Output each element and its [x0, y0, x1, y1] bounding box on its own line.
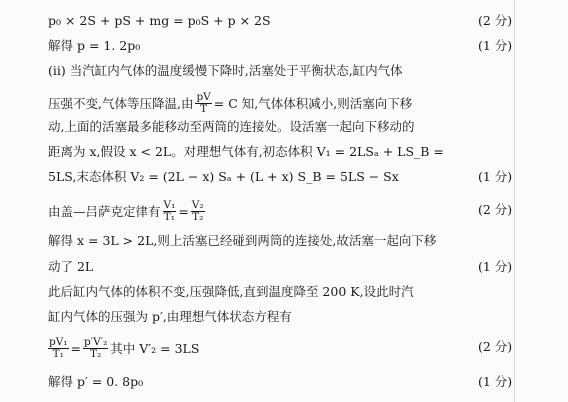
- paragraph-text: 其中 V′₂ = 3LS: [110, 340, 200, 356]
- score-label: (2 分): [478, 339, 513, 354]
- margin-rule: [514, 0, 515, 402]
- score-label: (1 分): [478, 259, 513, 274]
- text-line-with-fraction: [48, 88, 478, 115]
- fraction-denominator: T₂: [192, 211, 204, 223]
- score-label: (1 分): [478, 374, 513, 389]
- paragraph-text: (ⅱ) 当汽缸内气体的温度缓慢下降时,活塞处于平衡状态,缸内气体: [48, 63, 403, 78]
- result-text: 解得 p = 1. 2p₀: [48, 38, 141, 53]
- fraction-numerator: p′V′₂: [84, 336, 108, 348]
- paragraph-text: 动,上面的活塞最多能移动至两筒的连接处。设活塞一起向下移动的: [48, 119, 415, 134]
- fraction-denominator: T₁: [52, 348, 64, 360]
- result-text: 解得 p′ = 0. 8p₀: [48, 374, 144, 389]
- paragraph-text: = C 知,气体体积减小,则活塞向下移: [213, 95, 413, 111]
- paragraph-text: 距离为 x,假设 x < 2L。对理想气体有,初态体积 V₁ = 2LSₐ + LS_B =: [48, 144, 444, 159]
- equation-text: p₀ × 2S + pS + mg = p₀S + p × 2S: [48, 13, 271, 28]
- paragraph-text: 此后缸内气体的体积不变,压强降低,直到温度降至 200 K,设此时汽: [48, 284, 414, 299]
- fraction: [195, 92, 211, 115]
- paragraph-text: 解得 x = 3L > 2L,则上活塞已经碰到两筒的连接处,故活塞一起向下移: [48, 233, 437, 248]
- fraction: [163, 200, 177, 223]
- paragraph-text: 由盖—吕萨克定律有: [48, 203, 161, 219]
- score-label: (1 分): [478, 38, 513, 53]
- fraction-denominator: T₂: [90, 348, 102, 360]
- fraction: [83, 337, 108, 360]
- fraction: [48, 337, 69, 360]
- score-label: (1 分): [478, 169, 513, 184]
- fraction-numerator: pV₁: [49, 336, 68, 348]
- fraction-numerator: V₂: [191, 199, 204, 211]
- fraction-denominator: T₁: [163, 211, 176, 223]
- fraction-numerator: V₁: [163, 199, 176, 211]
- equals-sign: =: [70, 340, 81, 356]
- score-label: (2 分): [478, 202, 513, 217]
- fraction-denominator: T: [200, 103, 208, 115]
- score-label: (2 分): [478, 13, 513, 28]
- equation-text: 5LS,末态体积 V₂ = (2L − x) Sₐ + (L + x) S_B = 5LS − Sx: [48, 169, 399, 184]
- fraction-numerator: pV: [196, 91, 211, 103]
- equals-sign: =: [178, 203, 189, 219]
- text-line-with-fraction: [48, 196, 513, 223]
- result-text: 动了 2L: [48, 259, 94, 274]
- paragraph-text: 压强不变,气体等压降温,由: [48, 95, 194, 111]
- equation-line-with-fraction: [48, 333, 513, 361]
- fraction: [191, 200, 205, 223]
- paragraph-text: 缸内气体的压强为 p′,由理想气体状态方程有: [48, 309, 292, 324]
